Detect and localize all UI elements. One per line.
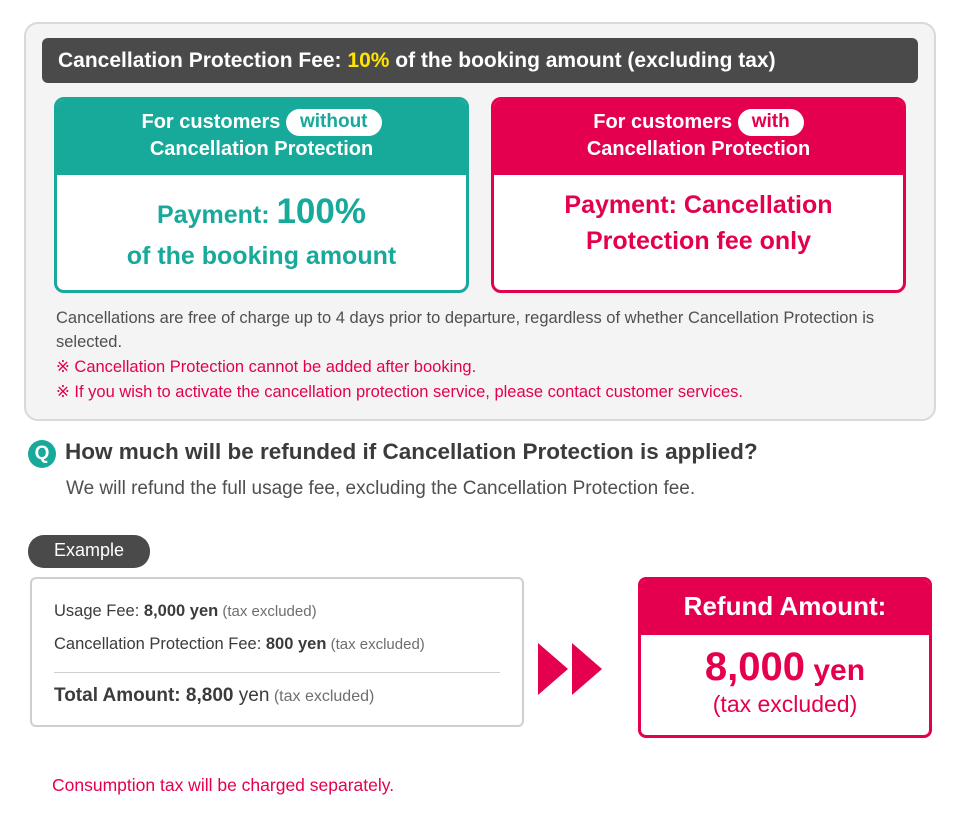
card-without-protection-body-line2: of the booking amount [126,241,397,270]
note-contact-customer-services: ※ If you wish to activate the cancellation protection service, please contact customer services. [56,382,743,401]
card-with-protection-header-text: For customers [593,111,733,134]
arrow-group-icon [538,643,602,695]
card-without-protection-pill: without [286,109,382,136]
refund-body [641,635,929,735]
fee-banner [42,38,918,83]
answer-text: We will refund the full usage fee, excluding the Cancellation Protection fee. [66,478,696,499]
fee-banner-prefix: Cancellation Protection Fee: [58,49,348,72]
calc-usage-fee-label: Usage Fee: [54,602,144,620]
arrow-right-icon [572,643,602,695]
card-with-protection-body [494,175,903,276]
calc-total-unit: yen [233,684,270,706]
calc-line-total [54,679,500,707]
qa-block [28,437,938,502]
calc-protection-fee-amount: 800 yen [265,635,327,654]
card-with-protection [491,97,906,293]
card-with-protection-pill: with [738,109,804,136]
example-tag: Example [28,535,150,568]
calc-divider [54,672,500,673]
calc-protection-fee-label: Cancellation Protection Fee: [54,635,266,654]
card-without-protection-payment-value: 100% [276,192,366,232]
calc-total-note: (tax excluded) [269,687,375,705]
arrow-right-icon [538,643,568,695]
question-row [28,437,938,468]
card-without-protection-body [57,175,466,290]
consumption-tax-note: Consumption tax will be charged separately. [52,775,395,795]
calc-protection-fee-note: (tax excluded) [326,636,425,654]
refund-title: Refund Amount: [641,580,929,635]
card-with-protection-body-line1: Payment: Cancellation [564,191,833,220]
calc-usage-fee-amount: 8,000 yen [143,602,219,620]
fee-banner-suffix: of the booking amount (excluding tax) [389,49,776,72]
example-calculation-box [30,577,524,727]
note-free-cancellation: Cancellations are free of charge up to 4 days prior to departure, regardless of whether Cancellation Protection is selected. [56,309,875,352]
card-with-protection-body-line2: Protection fee only [585,227,812,256]
refund-amount-row [645,645,925,689]
refund-amount-value: 8,000 [704,645,806,689]
comparison-cards [42,97,918,293]
card-without-protection-payment-label: Payment: [156,201,277,230]
calc-usage-fee-note: (tax excluded) [218,603,317,620]
card-without-protection-header-line2: Cancellation Protection [149,138,374,161]
card-without-protection-header [57,100,466,175]
card-with-protection-header-line2: Cancellation Protection [586,138,811,161]
refund-amount-box [638,577,932,738]
calc-line-protection-fee [54,628,500,661]
cancellation-protection-panel [24,22,936,421]
card-with-protection-header [494,100,903,175]
calc-line-usage-fee [54,595,500,628]
fee-banner-highlight: 10% [347,49,390,72]
question-text: How much will be refunded if Cancellation Protection is applied? [65,439,758,464]
refund-tax-note: (tax excluded) [712,691,858,717]
calc-total-amount: 8,800 [185,684,234,706]
card-without-protection-header-text: For customers [141,111,281,134]
calc-total-label: Total Amount: [54,684,186,706]
refund-amount-unit: yen [805,654,866,687]
note-cannot-add-after-booking: ※ Cancellation Protection cannot be added after booking. [56,358,477,377]
card-without-protection [54,97,469,293]
question-badge-icon: Q [28,440,56,468]
panel-notes [42,307,918,404]
